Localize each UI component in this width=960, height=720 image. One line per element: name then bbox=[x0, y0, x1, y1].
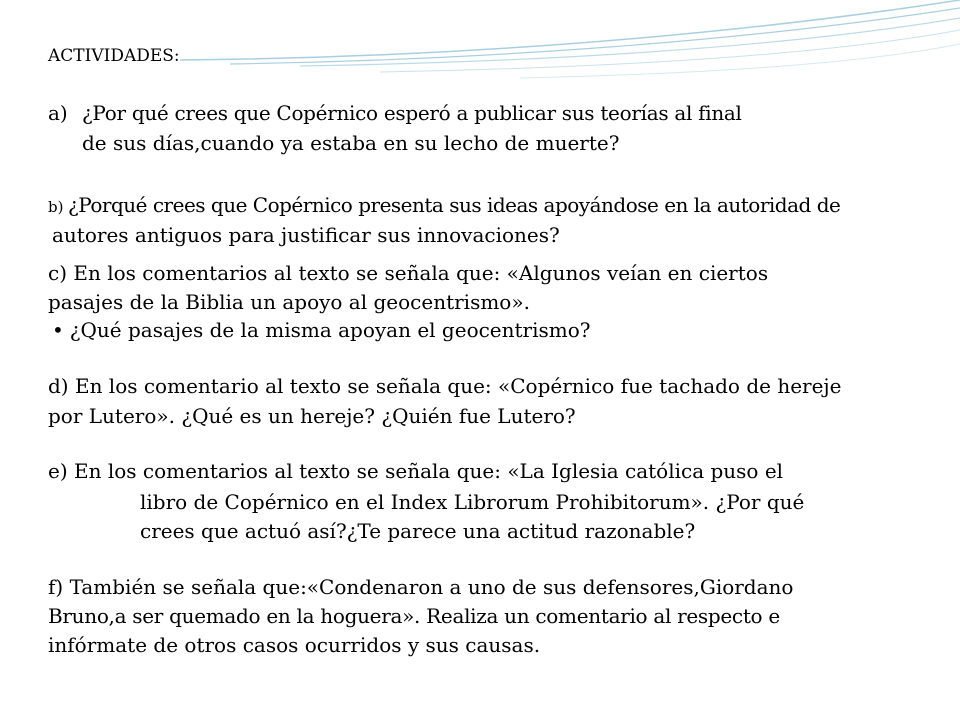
question-a-label: a) bbox=[48, 101, 68, 125]
question-b-label: b) bbox=[48, 198, 64, 216]
question-c-line-2: pasajes de la Biblia un apoyo al geocentrismo». bbox=[48, 290, 530, 314]
question-b-line-1: ¿Porqué crees que Copérnico presenta sus ideas apoyándose en la autoridad de bbox=[68, 193, 841, 217]
question-c-line-1: c) En los comentarios al texto se señala que: «Algunos veían en ciertos bbox=[48, 261, 769, 285]
question-c-line-3: ¿Qué pasajes de la misma apoyan el geocentrismo? bbox=[69, 318, 591, 342]
question-a-line-2: de sus días,cuando ya estaba en su lecho de muerte? bbox=[82, 131, 620, 155]
question-f-line-1: f) También se señala que:«Condenaron a uno de sus defensores,Giordano bbox=[48, 575, 794, 599]
question-a-line-1: ¿Por qué crees que Copérnico esperó a publicar sus teorías al final bbox=[82, 101, 742, 125]
question-f-line-2: Bruno,a ser quemado en la hoguera». Realiza un comentario al respecto e bbox=[48, 604, 780, 628]
question-d-line-1: d) En los comentario al texto se señala que: «Copérnico fue tachado de hereje bbox=[48, 374, 842, 398]
question-f-line-3: infórmate de otros casos ocurridos y sus causas. bbox=[48, 633, 541, 657]
question-d-line-2: por Lutero». ¿Qué es un hereje? ¿Quién fue Lutero? bbox=[48, 404, 576, 428]
question-e-line-2: libro de Copérnico en el Index Librorum Prohibitorum». ¿Por qué bbox=[140, 490, 805, 514]
bullet-icon: • bbox=[52, 318, 64, 342]
question-e-line-3: crees que actuó así?¿Te parece una actitud razonable? bbox=[140, 519, 696, 543]
swoosh-line-1 bbox=[180, 0, 960, 60]
question-e-line-1: e) En los comentarios al texto se señala que: «La Iglesia católica puso el bbox=[48, 459, 784, 483]
question-c-bullet-item bbox=[52, 318, 591, 342]
question-b-line-2: autores antiguos para justificar sus innovaciones? bbox=[52, 223, 560, 247]
activities-heading: ACTIVIDADES: bbox=[48, 46, 180, 66]
